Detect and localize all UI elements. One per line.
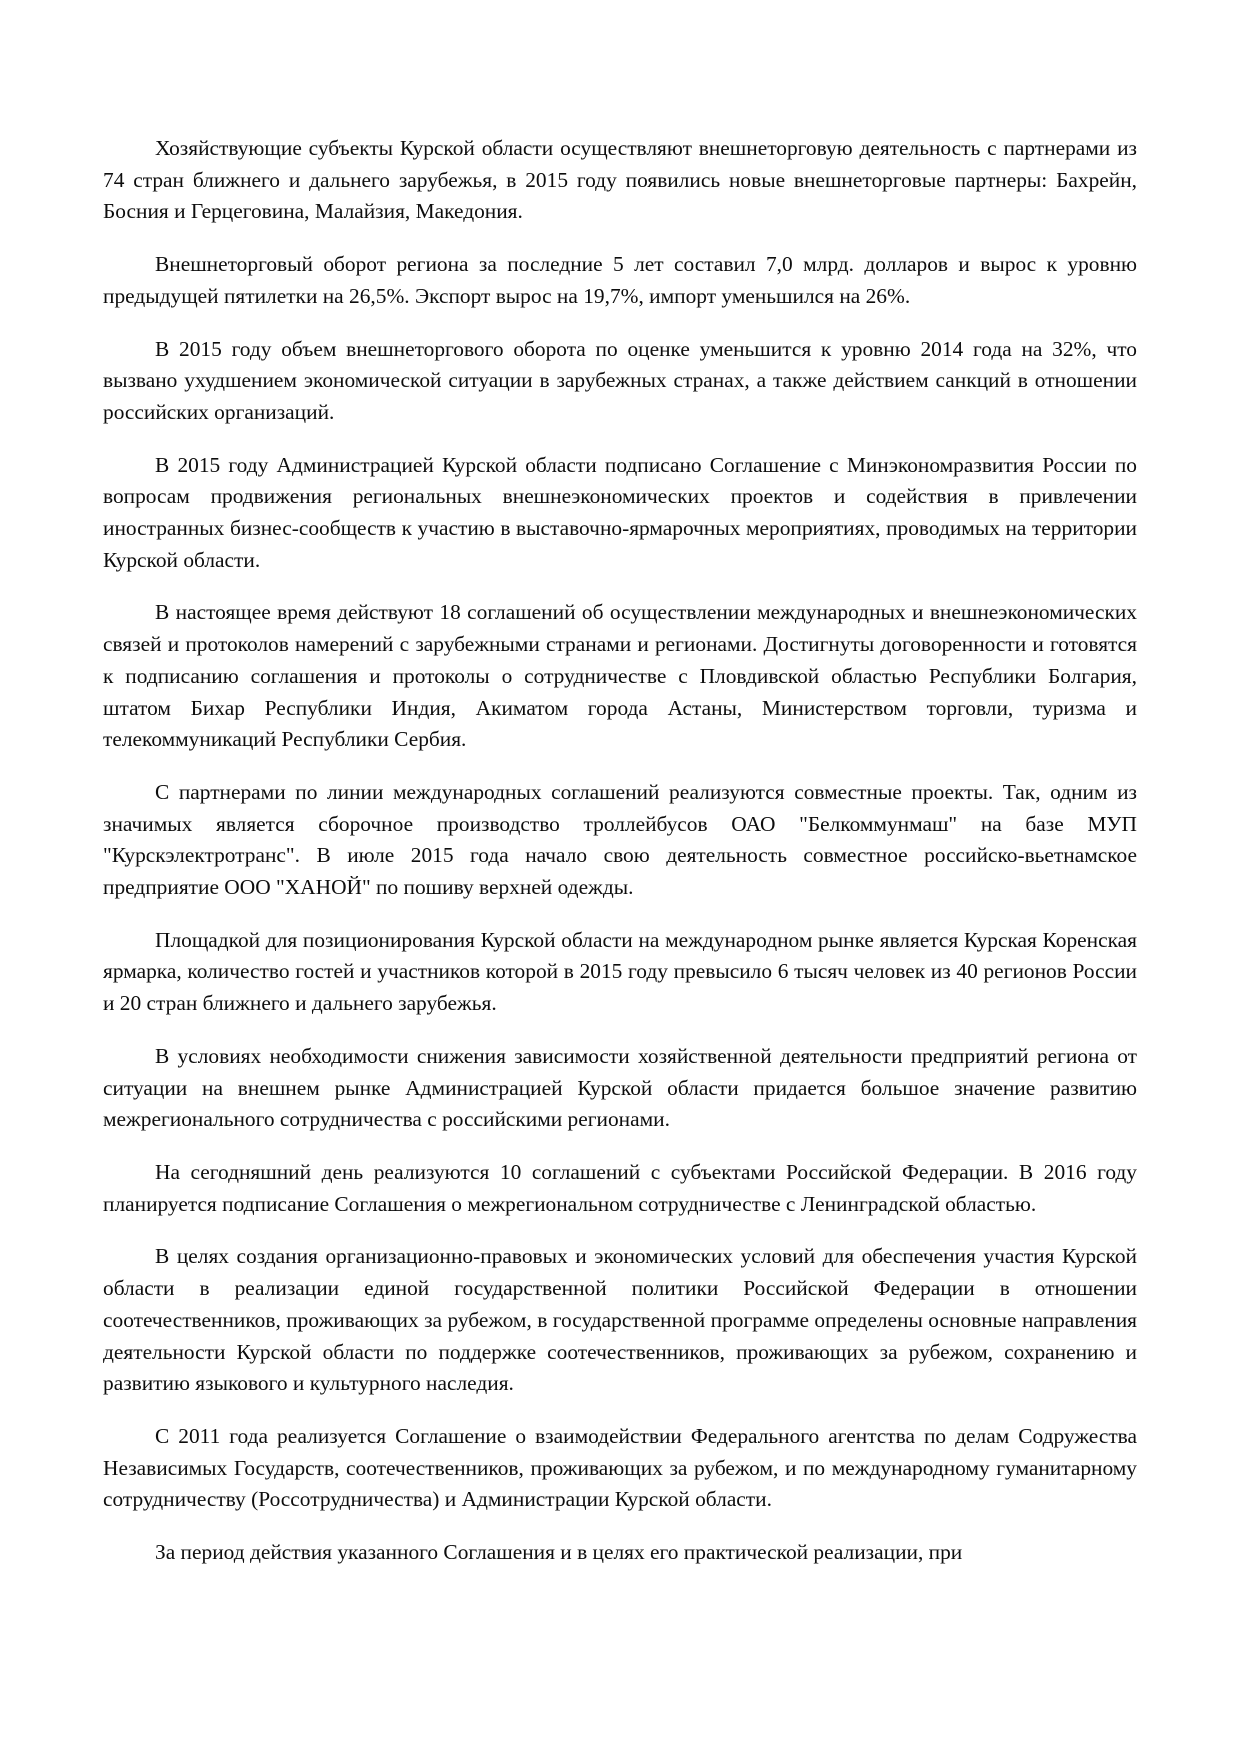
paragraph-joint-projects: С партнерами по линии международных соглашений реализуются совместные проекты. Так, одним из значимых является сборочное производство троллейбусов ОАО "Белкоммунмаш" на базе МУП "Курскэлектротранс". В июле 2015 года начало свою деятельность совместное российско-вьетнамское предприятие ООО "ХАНОЙ" по пошиву верхней одежды.	[103, 779, 1137, 900]
paragraph-trade-turnover: Внешнеторговый оборот региона за последние 5 лет составил 7,0 млрд. долларов и вырос к уровню предыдущей пятилетки на 26,5%. Экспорт вырос на 19,7%, импорт уменьшился на 26%.	[103, 252, 1137, 308]
paragraph-interregional-importance: В условиях необходимости снижения зависимости хозяйственной деятельности предприятий региона от ситуации на внешнем рынке Администрацией Курской области придается большое значение развитию межрегионального сотрудничества с российскими регионами.	[103, 1043, 1137, 1132]
paragraph-korennaya-fair: Площадкой для позиционирования Курской области на международном рынке является Курская Коренская ярмарка, количество гостей и участников которой в 2015 году превысило 6 тысяч человек из 40 регионов России и 20 стран ближнего и дальнего зарубежья.	[103, 927, 1137, 1016]
paragraph-rossotrudnichestvo: С 2011 года реализуется Соглашение о взаимодействии Федерального агентства по делам Содружества Независимых Государств, соотечественников, проживающих за рубежом, и по международному гуманитарному сотрудничеству (Россотрудничества) и Администрации Курской области.	[103, 1423, 1137, 1512]
paragraph-10-agreements: На сегодняшний день реализуются 10 соглашений с субъектами Российской Федерации. В 2016 году планируется подписание Соглашения о межрегиональном сотрудничестве с Ленинградской областью.	[103, 1159, 1137, 1216]
page-text-column	[103, 133, 1137, 1569]
paragraph-implementation-period: За период действия указанного Соглашения и в целях его практической реализации, при	[155, 1540, 963, 1565]
paragraph-18-agreements: В настоящее время действуют 18 соглашений об осуществлении международных и внешнеэкономических связей и протоколов намерений с зарубежными странами и регионами. Достигнуты договоренности и готовятся к подписанию соглашения и протоколы о сотрудничестве с Пловдивской областью Республики Болгария, штатом Бихар Республики Индия, Акиматом города Астаны, Министерством торговли, туризма и телекоммуникаций Республики Сербия.	[103, 600, 1137, 752]
paragraph-compatriots-program: В целях создания организационно-правовых и экономических условий для обеспечения участия Курской области в реализации единой государственной политики Российской Федерации в отношении соотечественников, проживающих за рубежом, в государственной программе определены основные направления деятельности Курской области по поддержке соотечественников, проживающих за рубежом, сохранению и развитию языкового и культурного наследия.	[103, 1244, 1137, 1396]
paragraph-minekonomrazvitiya-agreement: В 2015 году Администрацией Курской области подписано Соглашение с Минэкономразвития России по вопросам продвижения региональных внешнеэкономических проектов и содействия в привлечении иностранных бизнес-сообществ к участию в выставочно-ярмарочных мероприятиях, проводимых на территории Курской области.	[103, 452, 1137, 572]
paragraph-2015-forecast: В 2015 году объем внешнеторгового оборота по оценке уменьшится к уровню 2014 года на 32%, что вызвано ухудшением экономической ситуации в зарубежных странах, а также действием санкций в отношении российских организаций.	[103, 336, 1137, 424]
paragraph-trade-partners: Хозяйствующие субъекты Курской области осуществляют внешнеторговую деятельность с партнерами из 74 стран ближнего и дальнего зарубежья, в 2015 году появились новые внешнеторговые партнеры: Бахрейн, Босния и Герцеговина, Малайзия, Македония.	[103, 136, 1137, 224]
